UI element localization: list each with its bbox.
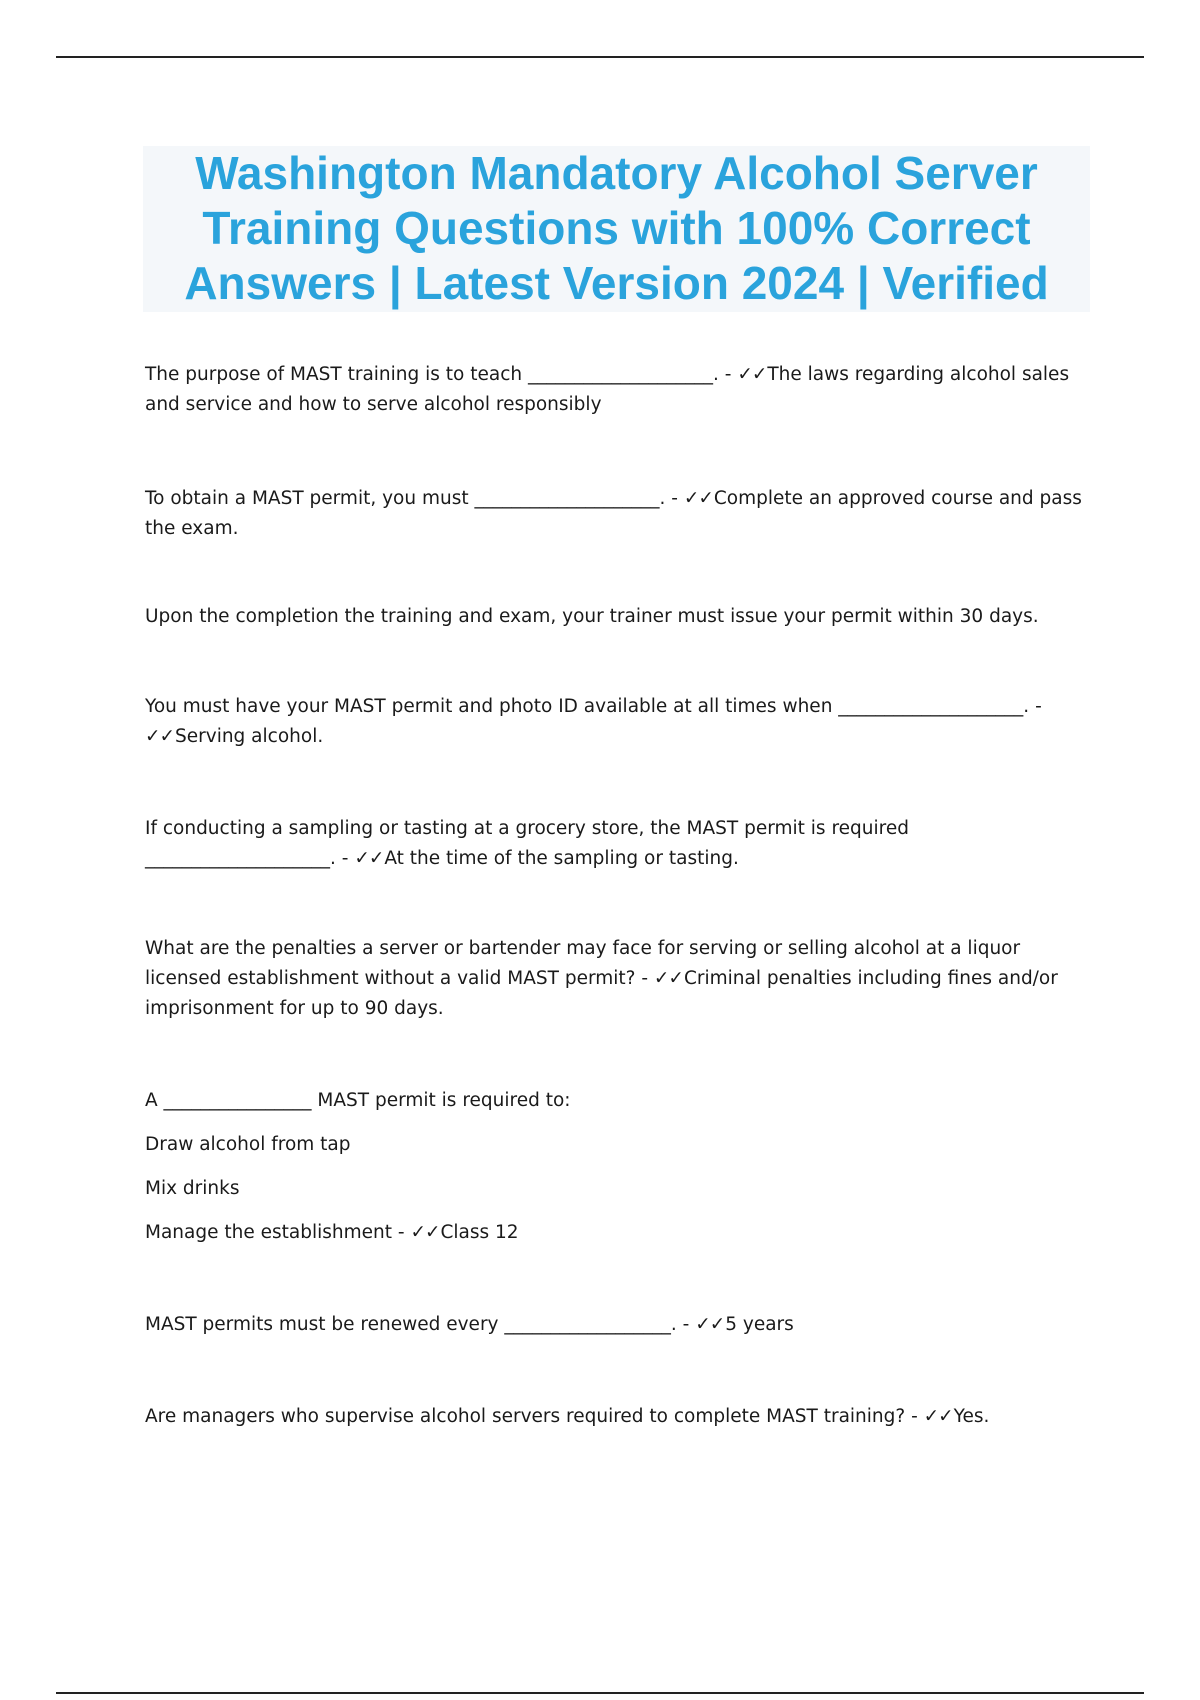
qa-item-permit-class xyxy=(145,1086,1090,1248)
qa-item-issue-permit xyxy=(145,602,1090,632)
answer-text: At the time of the sampling or tasting. xyxy=(384,848,739,869)
top-rule xyxy=(56,56,1144,58)
question-line: Draw alcohol from tap xyxy=(145,1134,351,1155)
qa-separator: - xyxy=(1029,696,1042,717)
question-text: What are the penalties a server or bartender may face for serving or selling alcohol at a liquor licensed establishment without a valid MAST permit? xyxy=(145,938,1021,989)
document-title-banner xyxy=(143,146,1090,312)
answer-text: Complete an approved course and pass the exam. xyxy=(145,488,1082,539)
title-line-2: Training Questions with 100% Correct xyxy=(202,202,1031,254)
double-check-icon: ✓✓ xyxy=(653,968,683,989)
title-line-3: Answers | Latest Version 2024 | Verified xyxy=(184,257,1049,309)
answer-text: Serving alcohol. xyxy=(175,726,324,747)
question-text: Are managers who supervise alcohol servers required to complete MAST training? xyxy=(145,1406,906,1427)
bottom-rule xyxy=(56,1692,1144,1694)
question-line: Manage the establishment xyxy=(145,1222,392,1243)
qa-separator: - xyxy=(392,1222,411,1243)
answer-text: 5 years xyxy=(725,1314,794,1335)
qa-item-penalties xyxy=(145,934,1090,1024)
qa-item-permit-available xyxy=(145,692,1090,752)
answer-text: The laws regarding alcohol sales and service and how to serve alcohol responsibly xyxy=(145,364,1070,415)
qa-item-purpose xyxy=(145,360,1090,420)
question-text: The purpose of MAST training is to teach ____________________. xyxy=(145,364,719,385)
qa-separator: - xyxy=(635,968,654,989)
qa-separator: - xyxy=(905,1406,924,1427)
double-check-icon: ✓✓ xyxy=(145,726,175,747)
statement-text: Upon the completion the training and exam, your trainer must issue your permit within 30 days. xyxy=(145,606,1039,627)
qa-item-sampling xyxy=(145,814,1090,874)
double-check-icon: ✓✓ xyxy=(923,1406,953,1427)
answer-text: Yes. xyxy=(953,1406,990,1427)
question-text: To obtain a MAST permit, you must ____________________. xyxy=(145,488,666,509)
question-line-last xyxy=(145,1218,1090,1248)
double-check-icon: ✓✓ xyxy=(737,364,767,385)
double-check-icon: ✓✓ xyxy=(354,848,384,869)
double-check-icon: ✓✓ xyxy=(683,488,713,509)
qa-separator: - xyxy=(335,848,355,869)
answer-text: Criminal penalties including fines and/or imprisonment for up to 90 days. xyxy=(145,968,1058,1019)
double-check-icon: ✓✓ xyxy=(410,1222,440,1243)
title-line-1: Washington Mandatory Alcohol Server xyxy=(195,147,1038,199)
qa-item-managers xyxy=(145,1402,1090,1432)
double-check-icon: ✓✓ xyxy=(695,1314,725,1335)
qa-item-obtain-permit xyxy=(145,484,1090,544)
question-text: MAST permits must be renewed every __________________. xyxy=(145,1314,677,1335)
answer-text: Class 12 xyxy=(440,1222,519,1243)
qa-separator: - xyxy=(665,488,684,509)
question-text: If conducting a sampling or tasting at a grocery store, the MAST permit is required ____________________. xyxy=(145,818,909,869)
qa-separator: - xyxy=(676,1314,696,1335)
qa-separator: - xyxy=(718,364,738,385)
question-line: Mix drinks xyxy=(145,1178,240,1199)
question-text: You must have your MAST permit and photo ID available at all times when ____________________. xyxy=(145,696,1030,717)
qa-item-renewal xyxy=(145,1310,1090,1340)
qa-content xyxy=(145,360,1090,1432)
question-line: A ________________ MAST permit is required to: xyxy=(145,1090,571,1111)
